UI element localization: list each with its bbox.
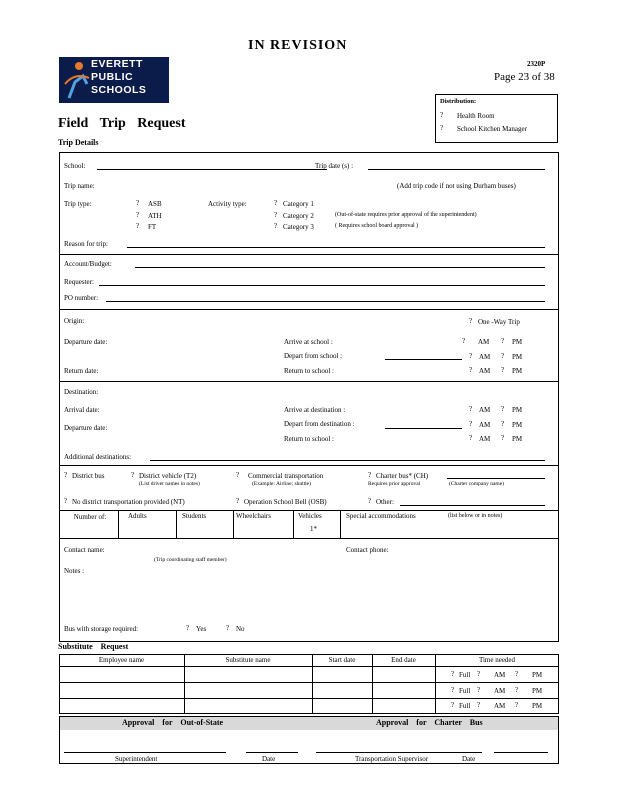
checkbox-icon[interactable]: ? (136, 211, 140, 219)
arrival-date-label: Arrival date: (64, 406, 100, 414)
category-1: Category 1 (283, 200, 314, 208)
checkbox-icon[interactable]: ? (469, 352, 473, 360)
checkbox-icon[interactable]: ? (451, 686, 455, 694)
storage-yes: Yes (196, 625, 207, 633)
col-substitute-name: Substitute name (225, 656, 271, 664)
supervisor-date-field[interactable] (494, 752, 548, 753)
operation-school-bell: Operation School Bell (OSB) (244, 498, 327, 506)
checkbox-icon[interactable]: ? (501, 352, 505, 360)
col-employee-name: Employee name (98, 656, 145, 664)
arrive-at-destination-label: Arrive at destination : (284, 406, 346, 414)
return-date-label: Return date: (64, 367, 99, 375)
checkbox-icon[interactable]: ? (226, 624, 230, 632)
vehicles-label: Vehicles (298, 512, 322, 520)
category-3: Category 3 (283, 223, 314, 231)
checkbox-icon[interactable]: ? (440, 124, 444, 132)
category-3-note: ( Requires school board approval ) (335, 223, 419, 229)
checkbox-icon[interactable]: ? (515, 701, 519, 709)
district-bus: District bus (72, 472, 105, 480)
one-way-trip: One -Way Trip (478, 318, 520, 326)
superintendent-label: Superintendent (115, 755, 158, 763)
no-district-transport: No district transportation provided (NT) (72, 498, 185, 506)
checkbox-icon[interactable]: ? (501, 405, 505, 413)
adults-label: Adults (128, 512, 147, 520)
am-label: AM (494, 702, 506, 710)
checkbox-icon[interactable]: ? (469, 366, 473, 374)
charter-approval-note: Requires prior approval (368, 481, 421, 487)
checkbox-icon[interactable]: ? (131, 471, 135, 479)
school-label: School: (64, 162, 86, 170)
activity-type-label: Activity type: (208, 200, 247, 208)
transportation-supervisor-label: Transportation Supervisor (355, 755, 429, 763)
origin-label: Origin: (64, 317, 85, 325)
number-of-label: Number of: (73, 513, 107, 521)
checkbox-icon[interactable]: ? (274, 199, 278, 207)
requester-field[interactable] (99, 285, 545, 286)
pm-label: PM (532, 671, 543, 679)
return-to-school-label: Return to school : (284, 367, 334, 375)
checkbox-icon[interactable]: ? (501, 366, 505, 374)
supervisor-date-label: Date (462, 755, 476, 763)
storage-no: No (236, 625, 245, 633)
charter-company-note: (Charter company name) (449, 481, 504, 487)
contact-name-label: Contact name: (64, 546, 105, 554)
pm-label: PM (532, 687, 543, 695)
am-label: AM (479, 435, 491, 443)
checkbox-icon[interactable]: ? (477, 701, 481, 709)
additional-destinations-label: Additional destinations: (64, 453, 132, 461)
checkbox-icon[interactable]: ? (451, 701, 455, 709)
logo-line-3: SCHOOLS (91, 84, 147, 96)
superintendent-signature-field[interactable] (64, 752, 226, 753)
students-label: Students (182, 512, 207, 520)
logo-line-1: EVERETT (91, 58, 143, 70)
am-label: AM (479, 406, 491, 414)
checkbox-icon[interactable]: ? (274, 211, 278, 219)
other-transport-field[interactable] (400, 505, 545, 506)
special-accommodations-label: Special accommodations (346, 512, 416, 520)
other-transport: Other: (376, 498, 394, 506)
distribution-health-room: Health Room (457, 112, 495, 120)
depart-school-time-field[interactable] (385, 359, 462, 360)
am-label: AM (479, 353, 491, 361)
checkbox-icon[interactable]: ? (477, 670, 481, 678)
pm-label: PM (512, 421, 523, 429)
trip-name-label: Trip name: (64, 182, 95, 190)
checkbox-icon[interactable]: ? (64, 471, 68, 479)
checkbox-icon[interactable]: ? (136, 222, 140, 230)
trip-dates-label: Trip date (s) : (315, 162, 354, 170)
trip-dates-field[interactable] (368, 169, 545, 170)
pm-label: PM (532, 702, 543, 710)
checkbox-icon[interactable]: ? (469, 420, 473, 428)
trip-type-ath: ATH (148, 212, 162, 220)
reason-field[interactable] (127, 247, 545, 248)
district-vehicle: District vehicle (T2) (139, 472, 197, 480)
everett-public-schools-logo (59, 57, 169, 103)
vehicles-mark: 1* (310, 525, 317, 533)
checkbox-icon[interactable]: ? (477, 686, 481, 694)
distribution-box (435, 94, 558, 143)
special-accommodations-note: (list below or in notes) (448, 513, 503, 519)
supervisor-signature-field[interactable] (316, 752, 482, 753)
charter-bus: Charter bus* (CH) (376, 472, 429, 480)
depart-destination-time-field[interactable] (385, 428, 462, 429)
depart-from-destination-label: Depart from destination : (284, 420, 355, 428)
destination-label: Destination: (64, 388, 99, 396)
category-2: Category 2 (283, 212, 314, 220)
checkbox-icon[interactable]: ? (368, 497, 372, 505)
checkbox-icon[interactable]: ? (501, 420, 505, 428)
requester-label: Requester: (64, 278, 94, 286)
page-header-title: IN REVISION (248, 38, 348, 53)
checkbox-icon[interactable]: ? (469, 434, 473, 442)
pm-label: PM (512, 338, 523, 346)
commercial-transportation: Commercial transportation (248, 472, 324, 480)
am-label: AM (494, 671, 506, 679)
trip-type-ft: FT (148, 223, 157, 231)
pm-label: PM (512, 353, 523, 361)
document-code: 2320P (527, 60, 546, 68)
full-label: Full (459, 687, 471, 695)
full-label: Full (459, 671, 471, 679)
charter-company-field[interactable] (447, 478, 545, 479)
superintendent-date-field[interactable] (246, 752, 298, 753)
depart-from-school-label: Depart from school : (284, 352, 343, 360)
category-2-note: (Out-of-state requires prior approval of the superintendent) (335, 212, 477, 218)
checkbox-icon[interactable]: ? (236, 471, 240, 479)
pm-label: PM (512, 367, 523, 375)
full-label: Full (459, 702, 471, 710)
approval-out-of-state-title: Approval for Out-of-State (122, 718, 224, 727)
wheelchairs-label: Wheelchairs (236, 512, 271, 520)
distribution-kitchen-manager: School Kitchen Manager (457, 125, 527, 133)
substitute-request-title: Substitute Request (58, 642, 129, 651)
checkbox-icon[interactable]: ? (274, 222, 278, 230)
col-start-date: Start date (328, 656, 356, 664)
pm-label: PM (512, 406, 523, 414)
district-vehicle-note: (List driver names in notes) (139, 481, 200, 487)
reason-label: Reason for trip: (64, 240, 108, 248)
bus-storage-label: Bus with storage required: (64, 625, 139, 633)
account-budget-label: Account/Budget: (64, 260, 112, 268)
checkbox-icon[interactable]: ? (515, 686, 519, 694)
trip-type-asb: ASB (148, 200, 162, 208)
checkbox-icon[interactable]: ? (451, 670, 455, 678)
trip-code-note: (Add trip code if not using Durham buses) (397, 182, 516, 190)
col-end-date: End date (391, 656, 416, 664)
destination-departure-date-label: Departure date: (64, 424, 108, 432)
checkbox-icon[interactable]: ? (515, 670, 519, 678)
trip-coordinating-note: (Trip coordinating staff member) (154, 557, 227, 563)
form-title: Field Trip Request (58, 116, 186, 131)
po-number-label: PO number: (64, 294, 99, 302)
notes-label: Notes : (64, 567, 85, 575)
po-number-field[interactable] (106, 301, 545, 302)
am-label: AM (479, 421, 491, 429)
col-time-needed: Time needed (478, 656, 516, 664)
arrive-at-school-label: Arrive at school : (284, 338, 333, 346)
page-number: Page 23 of 38 (494, 71, 555, 83)
departure-date-label: Departure date: (64, 338, 108, 346)
checkbox-icon[interactable]: ? (236, 497, 240, 505)
approval-charter-bus-title: Approval for Charter Bus (376, 718, 483, 727)
additional-destinations-field[interactable] (150, 460, 545, 461)
logo-line-2: PUBLIC (91, 71, 134, 83)
school-field[interactable] (97, 169, 327, 170)
runner-figure-icon (61, 58, 91, 102)
section-title-trip-details: Trip Details (58, 138, 99, 147)
checkbox-icon[interactable]: ? (186, 624, 190, 632)
checkbox-icon[interactable]: ? (440, 111, 444, 119)
checkbox-icon[interactable]: ? (469, 405, 473, 413)
distribution-label: Distribution: (440, 98, 477, 105)
checkbox-icon[interactable]: ? (368, 471, 372, 479)
checkbox-icon[interactable]: ? (501, 434, 505, 442)
dest-return-to-school-label: Return to school : (284, 435, 334, 443)
am-label: AM (494, 687, 506, 695)
am-label: AM (478, 338, 490, 346)
checkbox-icon[interactable]: ? (462, 337, 466, 345)
contact-phone-label: Contact phone: (346, 546, 389, 554)
checkbox-icon[interactable]: ? (469, 317, 473, 325)
checkbox-icon[interactable]: ? (501, 337, 505, 345)
am-label: AM (479, 367, 491, 375)
checkbox-icon[interactable]: ? (136, 199, 140, 207)
commercial-note: (Example: Airline; shuttle) (252, 481, 311, 487)
checkbox-icon[interactable]: ? (64, 497, 68, 505)
pm-label: PM (512, 435, 523, 443)
superintendent-date-label: Date (262, 755, 276, 763)
account-budget-field[interactable] (135, 267, 545, 268)
trip-type-label: Trip type: (64, 200, 92, 208)
